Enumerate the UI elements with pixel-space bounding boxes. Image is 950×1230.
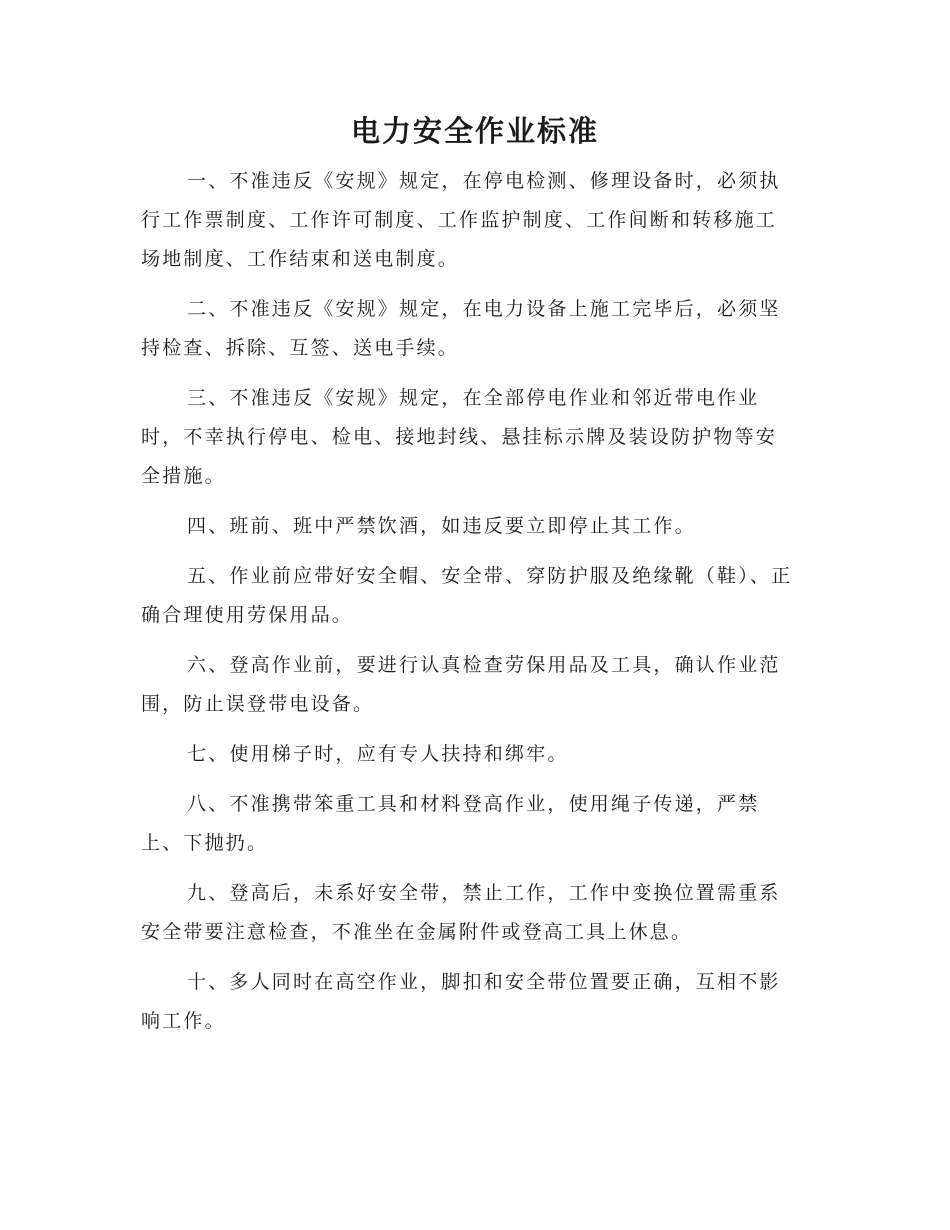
rule-paragraph-4: 四、班前、班中严禁饮酒，如违反要立即停止其工作。 (187, 515, 696, 537)
rule-paragraph-8: 八、不准携带笨重工具和材料登高作业，使用绳子传递，严禁上、下抛扔。 (141, 793, 760, 854)
rule-paragraph-9: 九、登高后，未系好安全带，禁止工作，工作中变换位置需重系安全带要注意检查，不准坐在金属附件或登高工具上休息。 (141, 882, 781, 943)
rule-paragraph-1: 一、不准违反《安规》规定，在停电检测、修理设备时，必须执行工作票制度、工作许可制度、工作监护制度、工作间断和转移施工场地制度、工作结束和送电制度。 (141, 170, 781, 270)
rule-paragraph-7: 七、使用梯子时，应有专人扶持和绑牢。 (187, 743, 569, 765)
rule-paragraph-6: 六、登高作业前，要进行认真检查劳保用品及工具，确认作业范围，防止误登带电设备。 (141, 654, 781, 715)
rule-paragraph-2: 二、不准违反《安规》规定，在电力设备上施工完毕后，必须坚持检查、拆除、互签、送电手续。 (141, 298, 781, 359)
document-body (141, 162, 797, 1052)
rule-paragraph-3: 三、不准违反《安规》规定，在全部停电作业和邻近带电作业时，不幸执行停电、检电、接地封线、悬挂标示牌及装设防护物等安全措施。 (141, 387, 778, 487)
rule-paragraph-5: 五、作业前应带好安全帽、安全带、穿防护服及绝缘靴（鞋）、正确合理使用劳保用品。 (141, 565, 793, 626)
rule-paragraph-10: 十、多人同时在高空作业，脚扣和安全带位置要正确，互相不影响工作。 (141, 971, 781, 1032)
document-title: 电力安全作业标准 (350, 114, 599, 148)
